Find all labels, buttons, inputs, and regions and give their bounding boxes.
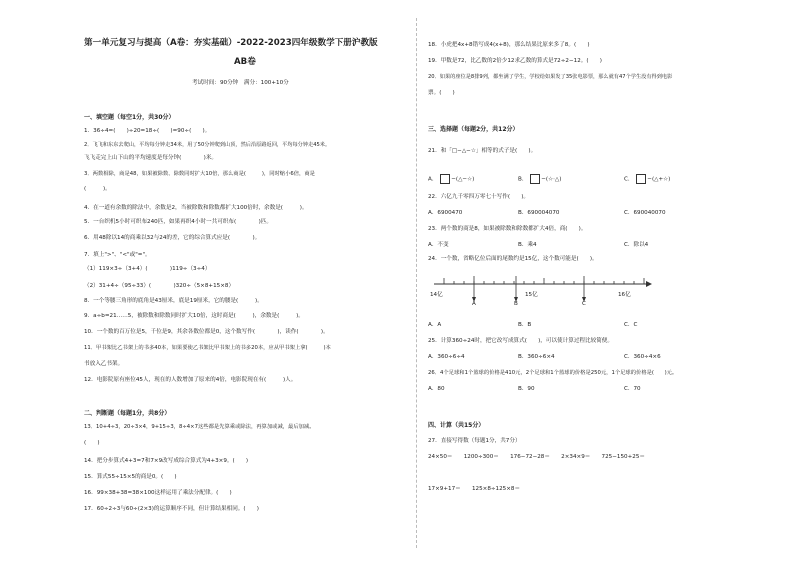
axis-point-b: B [514, 301, 518, 307]
section-calculation: 四、计算（共15分） [428, 422, 485, 429]
question-8: 8．一个等腰三角形的底角是43厘米，底是19厘米，它的腰是( )。 [84, 298, 263, 304]
question-21: 21．和「□−△−☆」相等的式子是( )。 [428, 148, 537, 154]
question-25: 25．计算360÷24时，把它改写成算式( )，可以使计算过程比较简便。 [428, 338, 613, 344]
q24-option-b: B．B [518, 322, 532, 328]
triangle-icon: △ [554, 176, 560, 183]
question-1: 1．36÷4=( )÷20=18÷( )=90÷( )。 [84, 128, 211, 134]
q25-option-a: A．360÷6÷4 [428, 354, 465, 360]
q26-option-b: B．90 [518, 386, 535, 392]
question-20: 20．如果的座位是8排9列，都坐满了学生，学校给如果发了35张电影票，那么就有47个学生没有得到电影 [428, 74, 673, 80]
q23-option-c: C．除以4 [624, 242, 649, 248]
question-27: 27．直接写得数（每题1分，共7分） [428, 438, 521, 444]
question-17: 17．60÷2÷3与60÷(2×3)的运算顺序不同，但计算结果相同。( ) [84, 506, 259, 512]
question-2: 2．飞飞和东东去爬山，平均每分钟走34米，用了50分钟爬到山顶，然后沿原路返回，平均每分钟走45米。 [84, 142, 331, 148]
page-divider [416, 18, 417, 548]
question-3: 3．两数相除，商是48，如果被除数、除数同时扩大10倍，那么商是( )，同时缩小6倍，商是 [84, 171, 315, 177]
question-12: 12．电影院原有座位45人，现在的人数增加了原来的4倍，电影院现在有( )人。 [84, 377, 297, 383]
square-icon [440, 174, 450, 184]
section-judgement: 二、判断题（每题1分，共8分） [84, 410, 171, 417]
exam-meta: 考试时间：90分钟 满分：100+10分 [192, 80, 289, 86]
question-4: 4．在一道有余数的除法中，余数是2，当被除数和除数都扩大100倍时，余数是( )。 [84, 205, 308, 211]
q25-option-b: B．360÷6×4 [518, 354, 555, 360]
q25-option-c: C．360÷4×6 [624, 354, 661, 360]
axis-label-16: 16亿 [618, 292, 631, 298]
question-18: 18．小虎把4x+8错写成4(x+8)，那么结果比原来多了8。( ) [428, 42, 590, 48]
question-26: 26．4个足球和1个篮球的价格是410元，2个足球和1个篮球的价格是250元，1个足球的价格是( )元。 [428, 370, 678, 376]
q23-option-a: A．不变 [428, 242, 449, 248]
question-22: 22．六亿九千零四万零七十写作( )。 [428, 194, 529, 200]
question-3-cont: ( )。 [84, 186, 111, 192]
question-13: 13．10+4÷3，20÷3×4，9+15÷3，8÷4×7这些都是先算乘或除法，再算加或减，最后加减。 [84, 424, 315, 430]
q22-option-a: A．6900470 [428, 210, 463, 216]
star-icon: ☆ [467, 176, 473, 183]
question-7b: （2）31+4÷（95÷33）( )320÷（5×8+15×8） [84, 283, 235, 289]
axis-label-15: 15亿 [525, 292, 538, 298]
question-19: 19．甲数是72，比乙数的2倍少12求乙数的算式是72÷2−12。( ) [428, 58, 602, 64]
q22-option-c: C．690040070 [624, 210, 666, 216]
axis-point-a: A [472, 301, 476, 307]
question-7: 7．填上">"、"<"或"="。 [84, 252, 151, 258]
section-choice: 三、选择题（每题2分，共12分） [428, 126, 519, 133]
question-15: 15．算式55÷15×5的商是0。( ) [84, 474, 177, 480]
calc-row-2: 17×9+17＝ 125×8÷125×8＝ [428, 486, 521, 492]
axis-point-c: C [582, 301, 586, 307]
square-icon [636, 174, 646, 184]
square-icon [530, 174, 540, 184]
question-23: 23．两个数的商是8，如果被除数和除数都扩大4倍，商( )。 [428, 226, 587, 232]
triangle-icon: △ [458, 176, 463, 183]
number-line-figure [434, 272, 654, 310]
q24-option-a: A．A [428, 322, 442, 328]
q23-option-b: B．乘4 [518, 242, 537, 248]
question-20-cont: 票。( ) [428, 90, 455, 96]
question-13-cont: ( ) [84, 440, 100, 446]
question-7a: （1）119×3÷（3+4）( )119÷（3÷4） [84, 266, 211, 272]
question-16: 16．99×38+38=38×100这样运用了乘法分配律。( ) [84, 490, 232, 496]
q21-option-c-label: C． [624, 176, 634, 183]
q21-option-b-label: B． [518, 176, 528, 183]
q21-option-a-label: A． [428, 176, 438, 183]
star-icon: ☆ [548, 176, 554, 183]
q26-option-c: C．70 [624, 386, 641, 392]
question-14: 14．把分步算式4+3=7和7×9改写成综合算式为4+3×9。( ) [84, 458, 249, 464]
exam-subtitle: AB卷 [234, 57, 256, 67]
question-9: 9．a÷b=21……5，被除数和除数同时扩大10倍，这时商是( )，余数是( )。 [84, 313, 304, 319]
question-11: 11．甲书架比乙书架上的书多40本，如果要使乙书架比甲书架上的书多20本，应从甲书架上拿( )本 [84, 345, 331, 351]
q26-option-a: A．80 [428, 386, 445, 392]
q22-option-b: B．690004070 [518, 210, 560, 216]
calc-row-1: 24×50＝ 1200÷300＝ 176−72−28＝ 2×34×9＝ 725−150+25＝ [428, 454, 645, 460]
q21-option-b: B． −(☆·△) [518, 174, 561, 184]
q21-option-a: A． −(△−☆) [428, 174, 474, 184]
question-2-cont: 飞飞走完上山下山的平均速度是每分钟( )米。 [84, 155, 218, 161]
question-6: 6．用48除以14的商乘以32与24的差，它的综合算式应是( )。 [84, 235, 261, 241]
question-5: 5．一台织机5小时可织布240匹，如果再织4小时一共可织布( )匹。 [84, 219, 272, 225]
section-fill-blank: 一、填空题（每空1分，共30分） [84, 114, 175, 121]
star-icon: ☆ [663, 176, 669, 183]
triangle-icon: △ [654, 176, 659, 183]
question-24: 24．一个数，省略亿位后面的尾数约是15亿，这个数可能是( )。 [428, 256, 598, 262]
exam-title: 第一单元复习与提高（A卷：夯实基础）-2022-2023四年级数学下册沪教版 [84, 38, 378, 48]
right-column [428, 0, 748, 562]
question-11-cont: 书放入乙书架。 [84, 361, 124, 367]
axis-label-14: 14亿 [430, 292, 443, 298]
question-10: 10．一个数的百万位是5，千位是9，其余各数位都是0，这个数写作( )，读作( )。 [84, 329, 329, 335]
q24-option-c: C．C [624, 322, 638, 328]
left-column [84, 0, 404, 562]
q21-option-c: C． −(△+☆) [624, 174, 670, 184]
number-line-arrow [646, 281, 652, 287]
